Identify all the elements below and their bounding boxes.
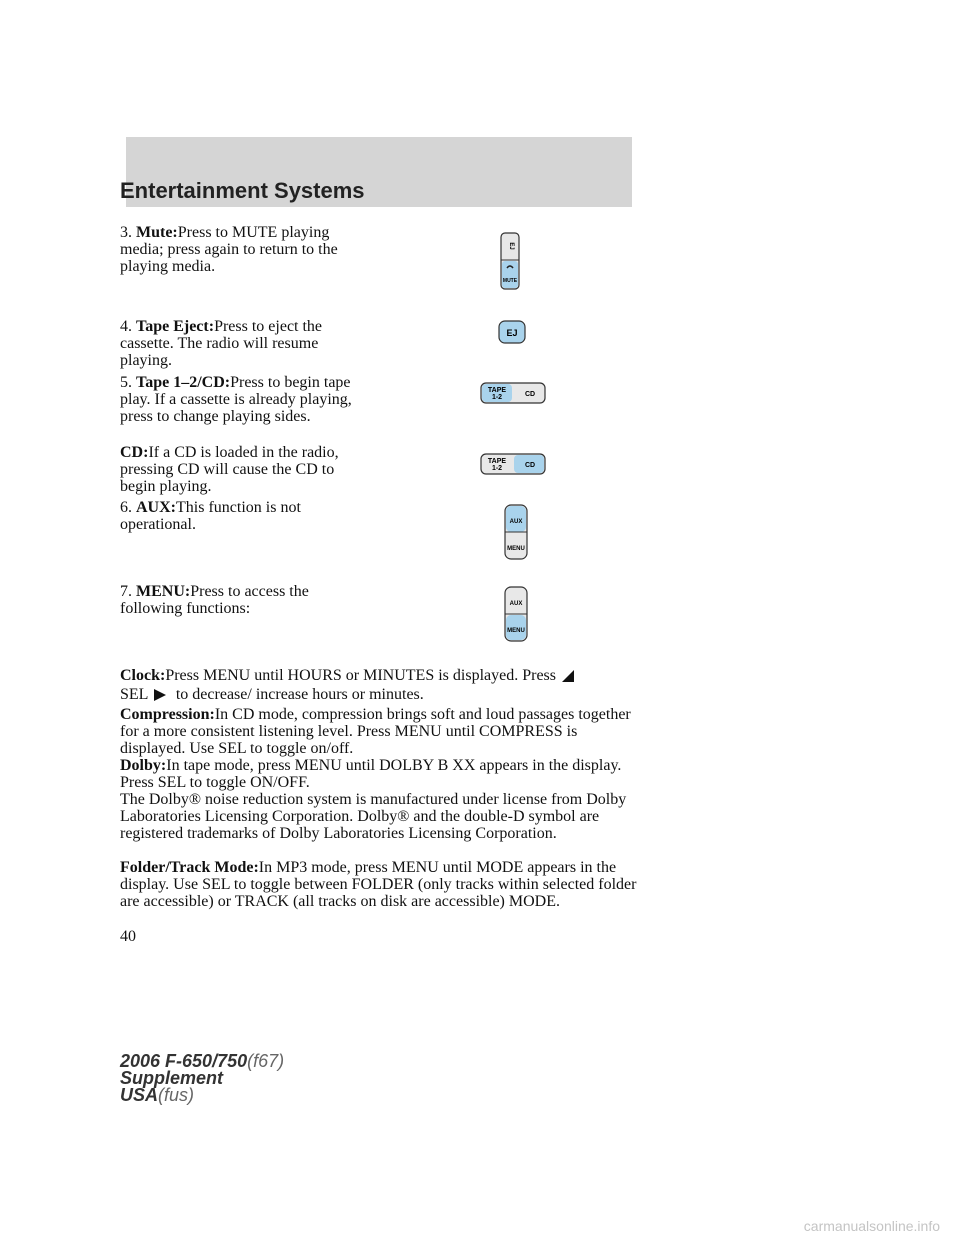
tape-sides-label: 1-2 <box>491 465 503 472</box>
ej-button-label: EJ <box>506 328 518 338</box>
tape-cd-button-cd-highlight-illustration <box>480 453 546 475</box>
item-aux: 6. AUX:This function is not operational. <box>120 499 301 533</box>
page-number: 40 <box>120 928 136 945</box>
tape-cd-button-illustration <box>480 382 546 404</box>
cd-label: CD <box>524 391 536 398</box>
tape-label: TAPE <box>487 387 507 394</box>
function-clock: Clock:Press MENU until HOURS or MINUTES is displayed. Press <box>120 667 640 684</box>
watermark: carmanualsonline.info <box>803 1218 940 1234</box>
aux-label: AUX <box>509 601 523 607</box>
menu-label: MENU <box>507 546 525 552</box>
tape-label: TAPE <box>487 458 507 465</box>
seek-up-icon <box>152 688 168 702</box>
menu-button-illustration <box>504 586 528 642</box>
document-footer: 2006 F-650/750(f67) Supplement USA(fus) <box>120 1051 285 1105</box>
item-mute: 3. Mute:Press to MUTE playing media; press again to return to the playing media. <box>120 224 338 275</box>
mute-button-illustration <box>500 232 520 290</box>
aux-button-illustration <box>504 504 528 560</box>
ej-button-label: EJ <box>508 242 514 250</box>
item-menu: 7. MENU:Press to access the following functions: <box>120 583 309 617</box>
item-cd: CD:If a CD is loaded in the radio, pressing CD will cause the CD to begin playing. <box>120 444 339 495</box>
menu-label: MENU <box>507 628 525 634</box>
eject-button-illustration <box>498 320 526 344</box>
mute-button-label: MUTE <box>502 278 518 284</box>
aux-label: AUX <box>509 519 523 525</box>
cd-label: CD <box>524 462 536 469</box>
function-folder-track: Folder/Track Mode:In MP3 mode, press MENU until MODE appears in the display. Use SEL to toggle between FOLDER (only tracks within selected folder are accessible) or TRACK (all tracks on disk are accessible) MODE. <box>120 859 637 910</box>
seek-down-icon <box>560 669 576 683</box>
dolby-trademark-note: The Dolby® noise reduction system is manufactured under license from Dolby Laboratories Licensing Corporation. Dolby® and the double-D symbol are registered trademarks of Dolby Laboratories Licensing Corporation. <box>120 791 627 842</box>
function-dolby: Dolby:In tape mode, press MENU until DOLBY B XX appears in the display. Press SEL to toggle ON/OFF. <box>120 757 622 791</box>
page-title: Entertainment Systems <box>120 178 365 203</box>
item-tape-cd: 5. Tape 1–2/CD:Press to begin tape play. If a cassette is already playing, press to change playing sides. <box>120 374 352 425</box>
function-clock-line2: SEL to decrease/ increase hours or minutes. <box>120 686 424 703</box>
function-compression: Compression:In CD mode, compression brings soft and loud passages together for a more consistent listening level. Press MENU until COMPRESS is displayed. Use SEL to toggle on/off. <box>120 706 631 757</box>
item-tape-eject: 4. Tape Eject:Press to eject the cassette. The radio will resume playing. <box>120 318 323 369</box>
tape-sides-label: 1-2 <box>491 394 503 401</box>
